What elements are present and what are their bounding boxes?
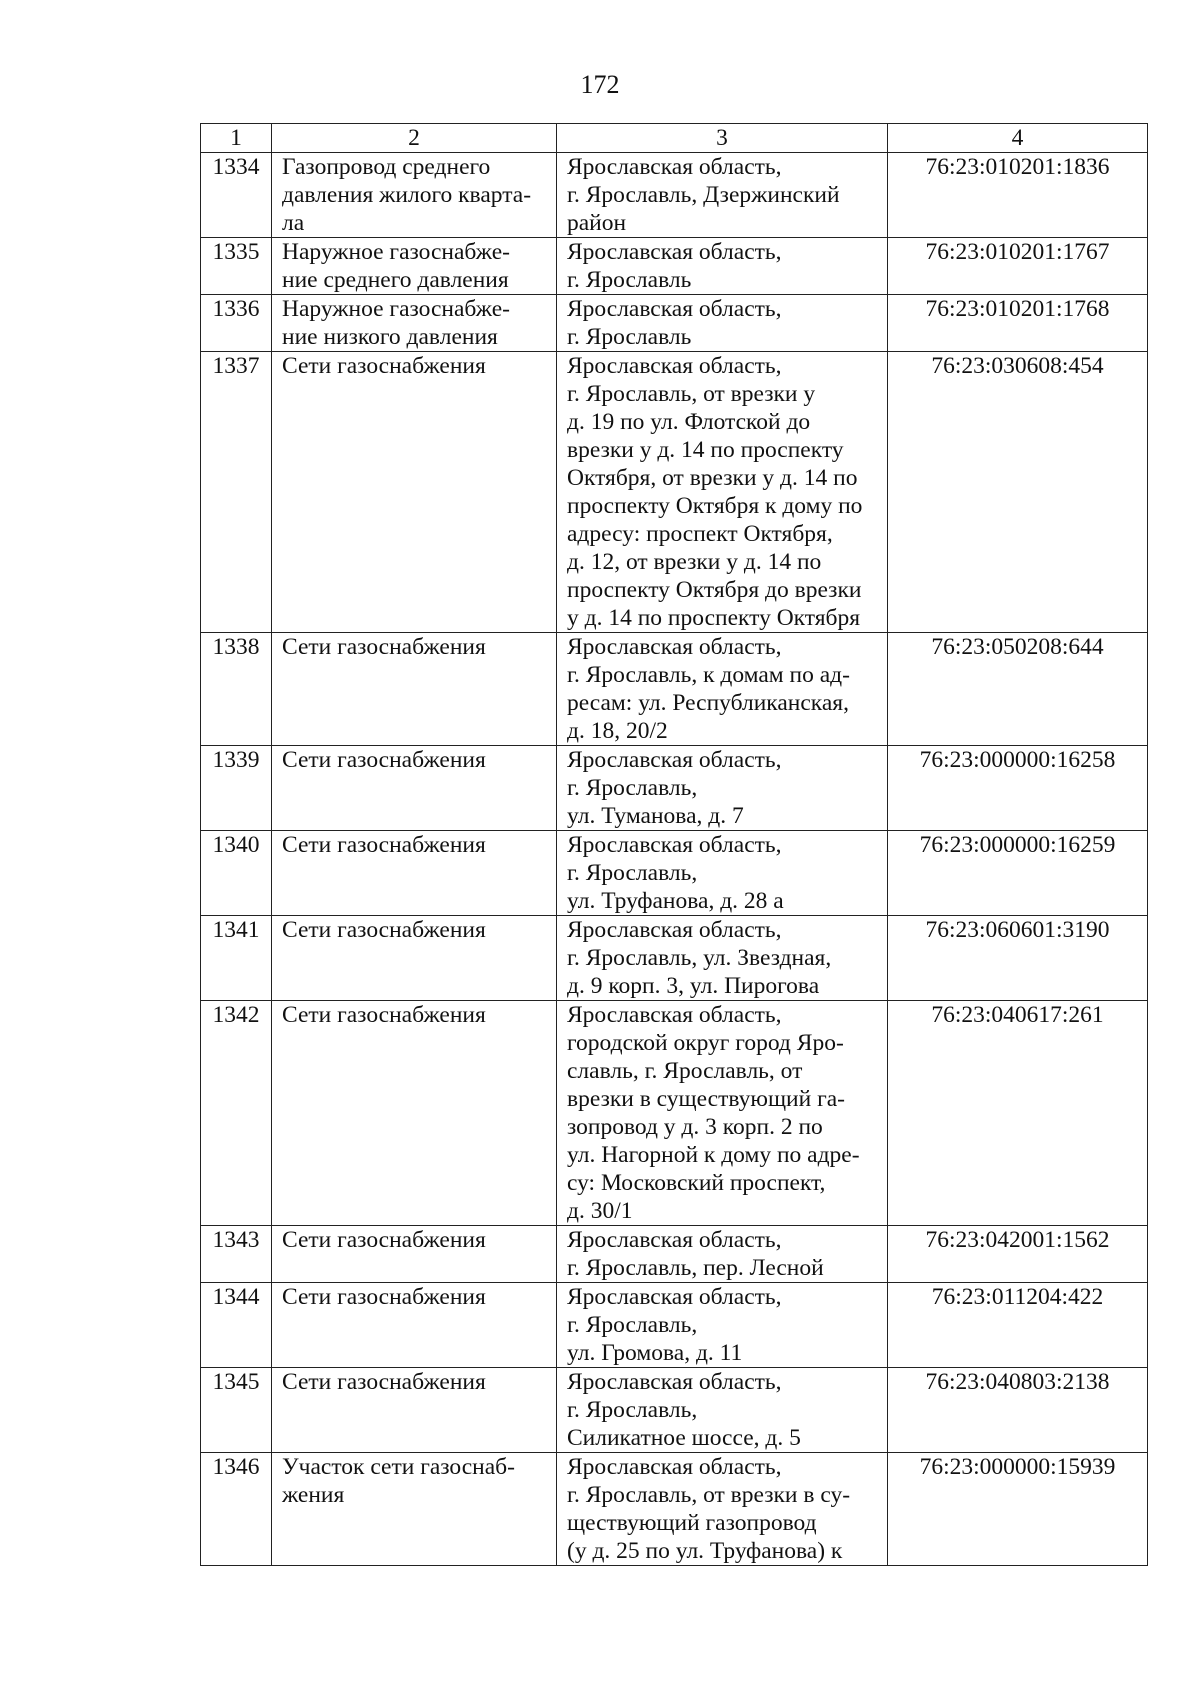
cadastral-number: 76:23:040617:261 bbox=[888, 1001, 1148, 1226]
object-name: Сети газоснабжения bbox=[272, 1226, 557, 1283]
object-address: Ярославская область, г. Ярославль bbox=[557, 238, 888, 295]
object-name: Сети газоснабжения bbox=[272, 1368, 557, 1453]
row-number: 1336 bbox=[201, 295, 272, 352]
column-header-4: 4 bbox=[888, 124, 1148, 153]
row-number: 1346 bbox=[201, 1453, 272, 1566]
object-address: Ярославская область, городской округ город Яро- славль, г. Ярославль, от врезки в существующий га- зопровод у д. 3 корп. 2 по ул. Нагорной к дому по адре- су: Московский проспект, д. 30/1 bbox=[557, 1001, 888, 1226]
cadastral-number: 76:23:000000:16259 bbox=[888, 831, 1148, 916]
object-name: Сети газоснабжения bbox=[272, 1001, 557, 1226]
object-name: Наружное газоснабже- ние низкого давления bbox=[272, 295, 557, 352]
cadastral-number: 76:23:000000:15939 bbox=[888, 1453, 1148, 1566]
table-row bbox=[201, 295, 1148, 352]
table-row bbox=[201, 1001, 1148, 1226]
object-name: Сети газоснабжения bbox=[272, 746, 557, 831]
table-row bbox=[201, 238, 1148, 295]
page-number: 172 bbox=[580, 70, 620, 99]
table-row bbox=[201, 153, 1148, 238]
cadastral-number: 76:23:050208:644 bbox=[888, 633, 1148, 746]
table-row bbox=[201, 1283, 1148, 1368]
table-row bbox=[201, 1226, 1148, 1283]
header-row bbox=[201, 124, 1148, 153]
row-number: 1345 bbox=[201, 1368, 272, 1453]
object-address: Ярославская область, г. Ярославль, от врезки в су- ществующий газопровод (у д. 25 по ул. Труфанова) к bbox=[557, 1453, 888, 1566]
object-address: Ярославская область, г. Ярославль, к домам по ад- ресам: ул. Республиканская, д. 18, 20/2 bbox=[557, 633, 888, 746]
table-row bbox=[201, 1368, 1148, 1453]
cadastral-number: 76:23:010201:1836 bbox=[888, 153, 1148, 238]
object-address: Ярославская область, г. Ярославль, Дзержинский район bbox=[557, 153, 888, 238]
object-name: Наружное газоснабже- ние среднего давления bbox=[272, 238, 557, 295]
object-address: Ярославская область, г. Ярославль, ул. Туманова, д. 7 bbox=[557, 746, 888, 831]
object-address: Ярославская область, г. Ярославль bbox=[557, 295, 888, 352]
object-address: Ярославская область, г. Ярославль, ул. Труфанова, д. 28 а bbox=[557, 831, 888, 916]
object-name: Сети газоснабжения bbox=[272, 633, 557, 746]
table-row bbox=[201, 633, 1148, 746]
cadastral-number: 76:23:011204:422 bbox=[888, 1283, 1148, 1368]
cadastral-number: 76:23:000000:16258 bbox=[888, 746, 1148, 831]
row-number: 1340 bbox=[201, 831, 272, 916]
table-row bbox=[201, 831, 1148, 916]
row-number: 1337 bbox=[201, 352, 272, 633]
row-number: 1341 bbox=[201, 916, 272, 1001]
cadastral-number: 76:23:010201:1768 bbox=[888, 295, 1148, 352]
cadastral-number: 76:23:060601:3190 bbox=[888, 916, 1148, 1001]
row-number: 1335 bbox=[201, 238, 272, 295]
registry-table bbox=[200, 123, 1148, 1566]
object-name: Сети газоснабжения bbox=[272, 916, 557, 1001]
object-address: Ярославская область, г. Ярославль, Силикатное шоссе, д. 5 bbox=[557, 1368, 888, 1453]
table-row bbox=[201, 916, 1148, 1001]
row-number: 1338 bbox=[201, 633, 272, 746]
column-header-1: 1 bbox=[201, 124, 272, 153]
object-address: Ярославская область, г. Ярославль, пер. Лесной bbox=[557, 1226, 888, 1283]
row-number: 1339 bbox=[201, 746, 272, 831]
object-name: Участок сети газоснаб- жения bbox=[272, 1453, 557, 1566]
object-name: Сети газоснабжения bbox=[272, 352, 557, 633]
object-name: Сети газоснабжения bbox=[272, 1283, 557, 1368]
object-address: Ярославская область, г. Ярославль, ул. Громова, д. 11 bbox=[557, 1283, 888, 1368]
object-name: Газопровод среднего давления жилого кварта- ла bbox=[272, 153, 557, 238]
row-number: 1343 bbox=[201, 1226, 272, 1283]
object-address: Ярославская область, г. Ярославль, от врезки у д. 19 по ул. Флотской до врезки у д. 14 по проспекту Октября, от врезки у д. 14 по проспекту Октября к дому по адресу: проспект Октября, д. 12, от врезки у д. 14 по проспекту Октября до врезки у д. 14 по проспекту Октября bbox=[557, 352, 888, 633]
cadastral-number: 76:23:040803:2138 bbox=[888, 1368, 1148, 1453]
cadastral-number: 76:23:042001:1562 bbox=[888, 1226, 1148, 1283]
cadastral-number: 76:23:030608:454 bbox=[888, 352, 1148, 633]
cadastral-number: 76:23:010201:1767 bbox=[888, 238, 1148, 295]
table-row bbox=[201, 352, 1148, 633]
row-number: 1344 bbox=[201, 1283, 272, 1368]
object-address: Ярославская область, г. Ярославль, ул. Звездная, д. 9 корп. 3, ул. Пирогова bbox=[557, 916, 888, 1001]
row-number: 1342 bbox=[201, 1001, 272, 1226]
object-name: Сети газоснабжения bbox=[272, 831, 557, 916]
column-header-2: 2 bbox=[272, 124, 557, 153]
table-row bbox=[201, 746, 1148, 831]
row-number: 1334 bbox=[201, 153, 272, 238]
table-row bbox=[201, 1453, 1148, 1566]
column-header-3: 3 bbox=[557, 124, 888, 153]
